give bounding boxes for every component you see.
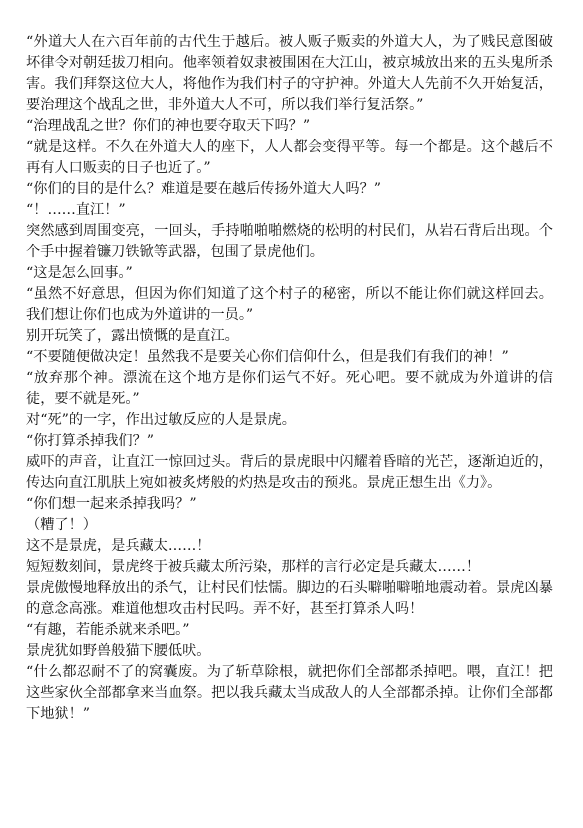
paragraph: “有趣，若能杀就来杀吧。” xyxy=(26,622,190,638)
paragraph: “你们想一起来杀掉我吗？” xyxy=(26,496,197,512)
paragraph: “！……直江！” xyxy=(26,202,126,218)
paragraph: 景虎犹如野兽般猫下腰低吠。 xyxy=(26,643,211,659)
paragraph: “什么都忍耐不了的窝囊废。为了斩草除根，就把你们全部都杀掉吧。喂，直江！把这些家伙全部都拿来当血祭。把以我兵藏太当成敌人的人全部都杀掉。让你们全部都下地狱！” xyxy=(26,664,553,722)
paragraph: “治理战乱之世？你们的神也要夺取天下吗？” xyxy=(26,118,311,134)
paragraph: 景虎傲慢地释放出的杀气，让村民们怯懦。脚边的石头噼啪噼啪地震动着。景虎凶暴的意念高涨。难道他想攻击村民吗。弄不好，甚至打算杀人吗！ xyxy=(26,580,553,617)
paragraph: “外道大人在六百年前的古代生于越后。被人贩子贩卖的外道大人，为了贱民意图破坏律令对朝廷拔刀相向。他率领着奴隶被围困在大江山，被京城放出来的五头鬼所杀害。我们拜祭这位大人，将他作为我们村子的守护神。外道大人先前不久开始复活，要治理这个战乱之世，非外道大人不可，所以我们举行复活祭。” xyxy=(26,34,553,113)
paragraph: 威吓的声音，让直江一惊回过头。背后的景虎眼中闪耀着昏暗的光芒，逐渐迫近的，传达向直江肌肤上宛如被炙烤般的灼热是攻击的预兆。景虎正想生出《力》。 xyxy=(26,454,553,491)
paragraph: 这不是景虎，是兵藏太……！ xyxy=(26,538,211,554)
paragraph: “虽然不好意思，但因为你们知道了这个村子的秘密，所以不能让你们就这样回去。我们想让你们也成为外道讲的一员。” xyxy=(26,286,553,323)
paragraph: “你打算杀掉我们？” xyxy=(26,433,155,449)
paragraph: “你们的目的是什么？难道是要在越后传扬外道大人吗？” xyxy=(26,181,382,197)
document-page xyxy=(26,32,553,725)
paragraph: “就是这样。不久在外道大人的座下，人人都会变得平等。每一个都是。这个越后不再有人口贩卖的日子也近了。” xyxy=(26,139,553,176)
paragraph: 短短数刻间，景虎终于被兵藏太所污染，那样的言行必定是兵藏太……！ xyxy=(26,559,481,575)
paragraph: 别开玩笑了，露出愤慨的是直江。 xyxy=(26,328,239,344)
paragraph: 对“死”的一字，作出过敏反应的人是景虎。 xyxy=(26,412,296,428)
paragraph: （糟了！） xyxy=(26,517,97,533)
paragraph: 突然感到周围变亮，一回头，手持啪啪啪燃烧的松明的村民们，从岩石背后出现。个个手中握着镰刀铁锨等武器，包围了景虎他们。 xyxy=(26,223,553,260)
paragraph: “这是怎么回事。” xyxy=(26,265,133,281)
paragraph: “放弃那个神。漂流在这个地方是你们运气不好。死心吧。要不就成为外道讲的信徒，要不就是死。” xyxy=(26,370,553,407)
paragraph: “不要随便做决定！虽然我不是要关心你们信仰什么，但是我们有我们的神！” xyxy=(26,349,509,365)
